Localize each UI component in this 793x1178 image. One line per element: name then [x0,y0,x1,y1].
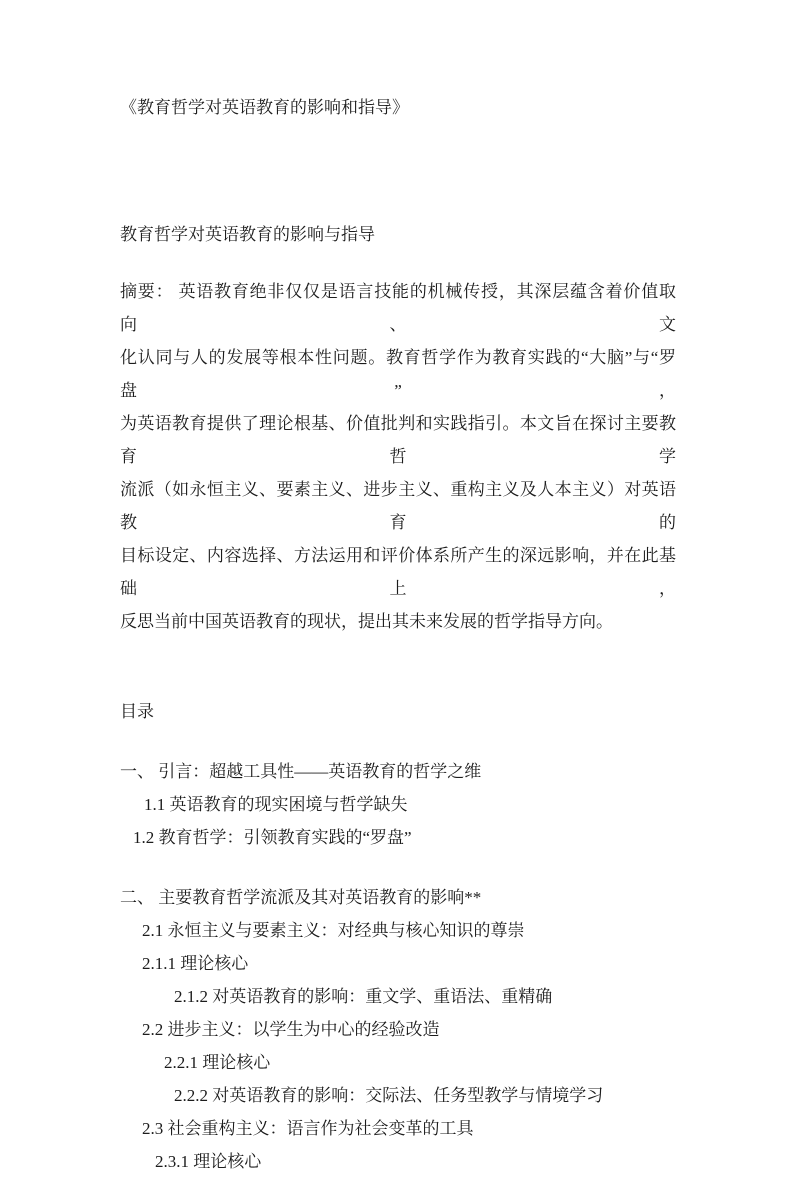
abstract-line: 化认同与人的发展等根本性问题。教育哲学作为教育实践的“大脑”与“罗盘”， [120,348,676,400]
abstract-line: 流派（如永恒主义、要素主义、进步主义、重构主义及人本主义）对英语教育的 [120,480,676,532]
document-content [120,91,676,1178]
toc-section-1 [120,755,676,854]
abstract-line: 摘要： 英语教育绝非仅仅是语言技能的机械传授，其深层蕴含着价值取向、文 [120,282,676,334]
toc-section-2 [120,881,676,1178]
toc-entry: 二、 主要教育哲学流派及其对英语教育的影响** [120,888,482,907]
toc-entry: 2.3.1 理论核心 [155,1152,262,1171]
toc-entry: 2.2.2 对英语教育的影响：交际法、任务型教学与情境学习 [174,1086,604,1105]
toc-entry: 2.2.1 理论核心 [164,1053,271,1072]
toc-entry: 1.2 教育哲学：引领教育实践的“罗盘” [133,828,412,847]
toc-entry: 2.1.1 理论核心 [142,954,249,973]
document-title: 《教育哲学对英语教育的影响和指导》 [120,98,409,117]
toc-entry: 一、 引言：超越工具性——英语教育的哲学之维 [120,762,482,781]
toc-entry: 2.2 进步主义：以学生为中心的经验改造 [142,1020,440,1039]
abstract-line: 反思当前中国英语教育的现状，提出其未来发展的哲学指导方向。 [120,612,613,631]
article-heading: 教育哲学对英语教育的影响与指导 [120,225,375,244]
abstract-paragraph [120,275,676,638]
toc-heading: 目录 [120,702,154,721]
toc-entry: 2.1 永恒主义与要素主义：对经典与核心知识的尊崇 [142,921,525,940]
toc-entry: 2.3 社会重构主义：语言作为社会变革的工具 [142,1119,474,1138]
abstract-line: 为英语教育提供了理论根基、价值批判和实践指引。本文旨在探讨主要教育哲学 [120,414,676,466]
abstract-line: 目标设定、内容选择、方法运用和评价体系所产生的深远影响，并在此基础上， [120,546,676,598]
toc-entry: 1.1 英语教育的现实困境与哲学缺失 [144,795,408,814]
toc-entry: 2.1.2 对英语教育的影响：重文学、重语法、重精确 [174,987,553,1006]
